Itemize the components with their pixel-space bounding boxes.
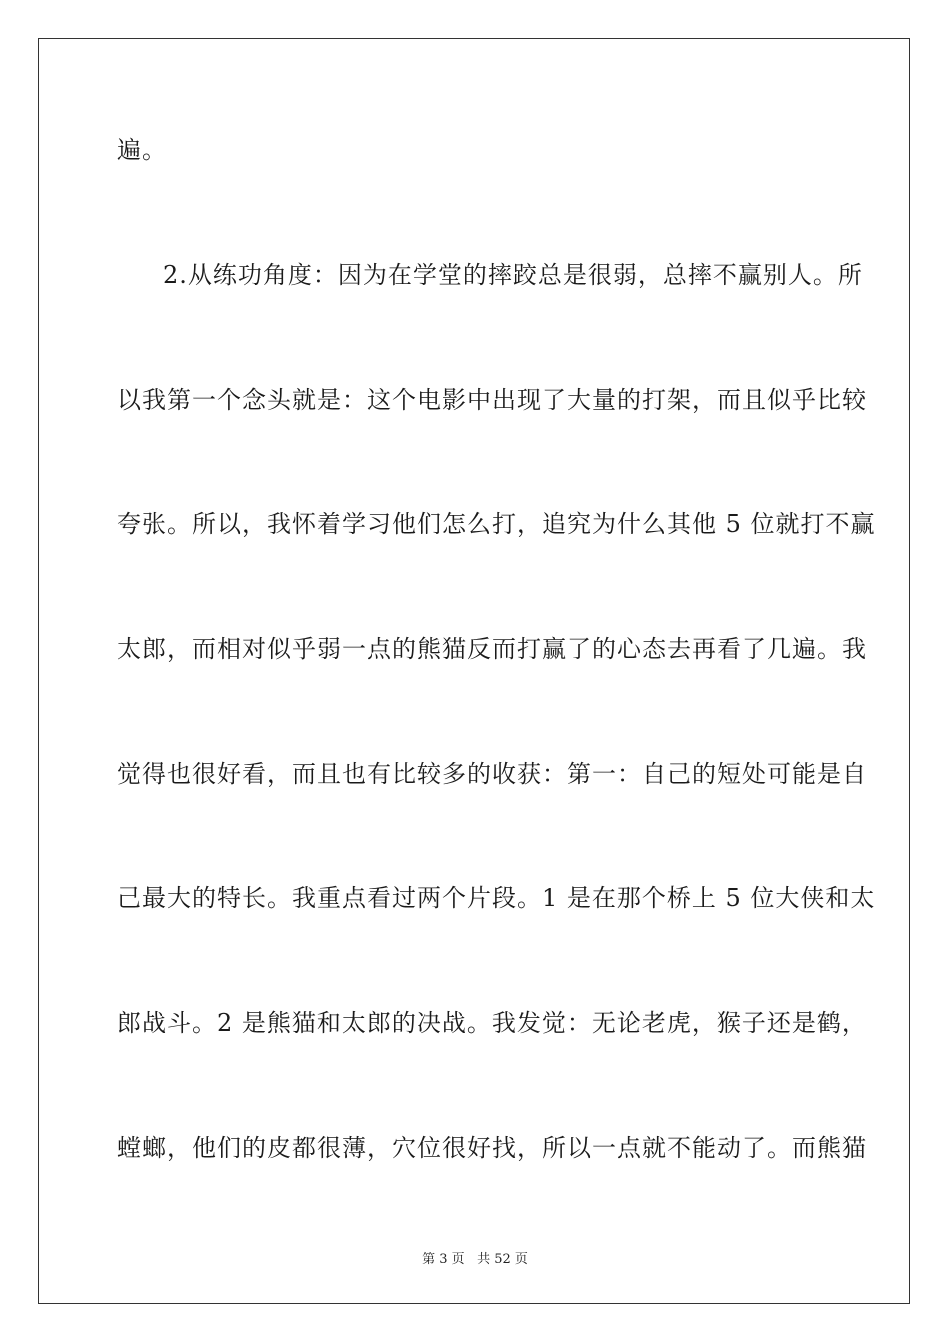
text-line-9: 螳螂，他们的皮都很薄，穴位很好找，所以一点就不能动了。而熊猫 [117,1134,867,1162]
page-border [38,38,910,1304]
text-line-5: 太郎，而相对似乎弱一点的熊猫反而打赢了的心态去再看了几遍。我 [117,635,867,663]
text-line-8: 郎战斗。2 是熊猫和太郎的决战。我发觉：无论老虎，猴子还是鹤， [117,1009,867,1037]
text-line-4: 夸张。所以，我怀着学习他们怎么打，追究为什么其他 5 位就打不赢 [117,510,876,538]
page-footer [0,1248,950,1267]
text-line-1: 遍。 [117,136,167,164]
page-number: 第 3 页 [422,1252,465,1267]
text-line-6: 觉得也很好看，而且也有比较多的收获：第一：自己的短处可能是自 [117,760,867,788]
text-line-7: 己最大的特长。我重点看过两个片段。1 是在那个桥上 5 位大侠和太 [117,884,876,912]
page-total: 共 52 页 [477,1252,528,1267]
text-line-3: 以我第一个念头就是：这个电影中出现了大量的打架，而且似乎比较 [117,386,867,414]
text-line-2: 2.从练功角度：因为在学堂的摔跤总是很弱，总摔不赢别人。所 [163,261,863,289]
